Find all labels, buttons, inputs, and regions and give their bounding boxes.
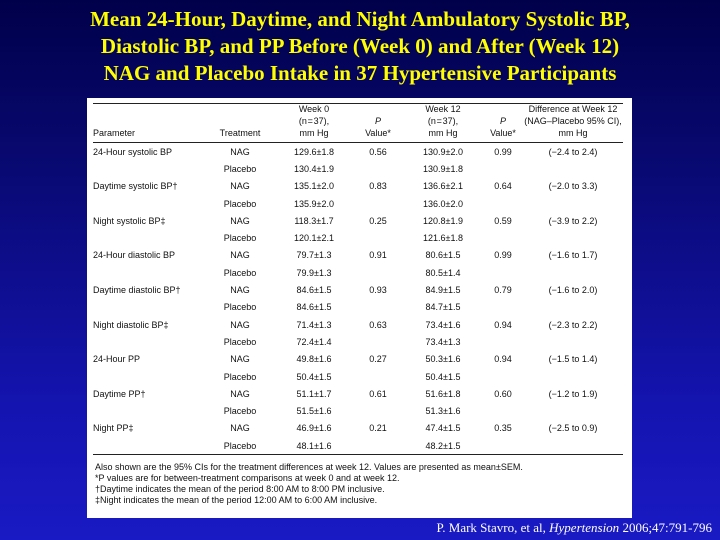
table-row	[93, 299, 623, 316]
table-row	[93, 437, 623, 455]
cell-treatment: NAG	[230, 146, 250, 157]
table-panel	[87, 98, 632, 518]
cell-week12: 130.9±2.0	[423, 146, 463, 157]
cell-p2	[483, 368, 523, 385]
cell-parameter: Daytime diastolic BP†	[93, 285, 181, 296]
results-table	[93, 103, 623, 456]
cell-treatment: Placebo	[223, 336, 257, 347]
cell-diff	[523, 195, 623, 212]
cell-p2: 0.94	[494, 319, 512, 330]
table-footnotes	[95, 462, 623, 506]
footnote: *P values are for between-treatment comparisons at week 0 and at week 12.	[95, 473, 400, 483]
cell-week12: 51.3±1.6	[425, 406, 461, 417]
table-row	[93, 333, 623, 350]
cell-p1	[353, 402, 403, 419]
cell-week12: 80.5±1.4	[425, 267, 461, 278]
table-row	[93, 402, 623, 419]
cell-parameter: Night PP‡	[93, 423, 134, 434]
cell-week12: 130.9±1.8	[423, 163, 463, 174]
cell-parameter: Daytime PP†	[93, 388, 146, 399]
cell-treatment: Placebo	[223, 406, 257, 417]
cell-p2: 0.79	[494, 285, 512, 296]
header-diff-line1: Difference at Week 12	[528, 104, 618, 114]
table-body	[93, 143, 623, 457]
cell-treatment: Placebo	[223, 198, 257, 209]
cell-week12: 73.4±1.6	[425, 319, 461, 330]
footnote: †Daytime indicates the mean of the period 8:00 AM to 8:00 PM inclusive.	[95, 484, 385, 494]
cell-parameter	[93, 437, 205, 455]
cell-diff: (−2.0 to 3.3)	[548, 181, 598, 192]
cell-p1: 0.83	[369, 181, 387, 192]
cell-week0: 51.5±1.6	[296, 406, 332, 417]
header-diff-line2: (NAG–Placebo 95% CI),	[524, 116, 622, 126]
cell-p1: 0.93	[369, 285, 387, 296]
cell-treatment: NAG	[230, 250, 250, 261]
cell-treatment: Placebo	[223, 302, 257, 313]
cell-p2: 0.94	[494, 354, 512, 365]
table-row	[93, 160, 623, 177]
cell-parameter	[93, 333, 205, 350]
cell-p1	[353, 229, 403, 246]
cell-diff	[523, 437, 623, 455]
cell-treatment: Placebo	[223, 163, 257, 174]
cell-week0: 130.4±1.9	[294, 163, 334, 174]
cell-p2	[483, 160, 523, 177]
cell-p2	[483, 195, 523, 212]
cell-week12: 51.6±1.8	[425, 388, 461, 399]
slide-title	[0, 6, 720, 87]
cell-week0: 72.4±1.4	[296, 336, 332, 347]
header-week12-line3: mm Hg	[403, 127, 483, 143]
cell-p1	[353, 195, 403, 212]
cell-week0: 129.6±1.8	[294, 146, 334, 157]
cell-diff	[523, 402, 623, 419]
table-row	[93, 385, 623, 402]
cell-diff: (−1.6 to 2.0)	[548, 285, 598, 296]
cell-parameter: 24-Hour PP	[93, 354, 141, 365]
cell-week12: 73.4±1.3	[425, 336, 461, 347]
cell-p1: 0.91	[369, 250, 387, 261]
cell-treatment: NAG	[230, 215, 250, 226]
table-row	[93, 420, 623, 437]
table-row	[93, 195, 623, 212]
footnote: Also shown are the 95% CIs for the treatment differences at week 12. Values are presented as mean±SEM.	[95, 462, 523, 472]
title-line-1: Mean 24-Hour, Daytime, and Night Ambulatory Systolic BP,	[90, 7, 630, 31]
cell-treatment: Placebo	[223, 267, 257, 278]
cell-week12: 80.6±1.5	[425, 250, 461, 261]
cell-p2: 0.59	[494, 215, 512, 226]
cell-treatment: NAG	[230, 388, 250, 399]
cell-p2	[483, 299, 523, 316]
cell-week0: 135.9±2.0	[294, 198, 334, 209]
header-parameter: Parameter	[93, 127, 205, 143]
cell-p1	[353, 160, 403, 177]
cell-p1: 0.25	[369, 215, 387, 226]
header-diff-line3: mm Hg	[523, 127, 623, 143]
header-p2-line1: P	[499, 116, 506, 126]
header-p1-line2: Value*	[353, 127, 403, 143]
cell-treatment: NAG	[230, 423, 250, 434]
cell-week12: 120.8±1.9	[423, 215, 463, 226]
cell-week12: 48.2±1.5	[425, 440, 461, 451]
cell-parameter	[93, 264, 205, 281]
cell-week12: 50.3±1.6	[425, 354, 461, 365]
header-week12-line2: (n = 37),	[427, 116, 459, 126]
cell-parameter: Night systolic BP‡	[93, 215, 166, 226]
cell-diff	[523, 160, 623, 177]
cell-parameter	[93, 160, 205, 177]
cell-week0: 79.9±1.3	[296, 267, 332, 278]
cell-p2: 0.35	[494, 423, 512, 434]
cell-week0: 50.4±1.5	[296, 371, 332, 382]
citation	[436, 520, 712, 536]
cell-p1: 0.63	[369, 319, 387, 330]
cell-treatment: NAG	[230, 319, 250, 330]
cell-week0: 71.4±1.3	[296, 319, 332, 330]
table-row	[93, 247, 623, 264]
cell-diff	[523, 264, 623, 281]
cell-parameter	[93, 368, 205, 385]
cell-p2: 0.64	[494, 181, 512, 192]
header-week0-line1: Week 0	[298, 104, 330, 114]
table-bottom-rule	[93, 455, 623, 457]
cell-treatment: Placebo	[223, 233, 257, 244]
cell-parameter	[93, 195, 205, 212]
citation-reference: 2006;47:791-796	[619, 520, 712, 535]
cell-diff	[523, 333, 623, 350]
cell-parameter: Night diastolic BP‡	[93, 319, 169, 330]
cell-diff: (−1.5 to 1.4)	[548, 354, 598, 365]
cell-p2	[483, 264, 523, 281]
cell-diff	[523, 229, 623, 246]
table-row	[93, 281, 623, 298]
cell-parameter: 24-Hour systolic BP	[93, 146, 173, 157]
table-row	[93, 351, 623, 368]
cell-diff	[523, 299, 623, 316]
cell-week0: 135.1±2.0	[294, 181, 334, 192]
title-line-2: Diastolic BP, and PP Before (Week 0) and After (Week 12)	[100, 34, 620, 58]
citation-authors: P. Mark Stavro, et al,	[436, 520, 550, 535]
cell-p1: 0.27	[369, 354, 387, 365]
cell-week0: 118.3±1.7	[294, 215, 334, 226]
cell-treatment: Placebo	[223, 371, 257, 382]
table-row	[93, 212, 623, 229]
cell-p1	[353, 299, 403, 316]
cell-p2: 0.99	[494, 146, 512, 157]
cell-parameter	[93, 402, 205, 419]
cell-p2	[483, 333, 523, 350]
cell-week12: 136.6±2.1	[423, 181, 463, 192]
cell-p1	[353, 264, 403, 281]
cell-p2	[483, 437, 523, 455]
cell-week12: 121.6±1.8	[423, 233, 463, 244]
cell-p2	[483, 402, 523, 419]
cell-diff: (−2.3 to 2.2)	[548, 319, 598, 330]
header-treatment: Treatment	[205, 127, 275, 143]
cell-p2: 0.60	[494, 388, 512, 399]
cell-diff: (−1.2 to 1.9)	[548, 388, 598, 399]
cell-p1: 0.56	[369, 146, 387, 157]
cell-parameter	[93, 229, 205, 246]
cell-week0: 120.1±2.1	[294, 233, 334, 244]
cell-week12: 136.0±2.0	[423, 198, 463, 209]
cell-diff: (−3.9 to 2.2)	[548, 215, 598, 226]
cell-week12: 47.4±1.5	[425, 423, 461, 434]
cell-week0: 84.6±1.5	[296, 302, 332, 313]
table-row	[93, 143, 623, 161]
table-row	[93, 316, 623, 333]
cell-treatment: NAG	[230, 354, 250, 365]
cell-p1	[353, 437, 403, 455]
cell-week0: 79.7±1.3	[296, 250, 332, 261]
cell-week0: 51.1±1.7	[296, 388, 332, 399]
table-row	[93, 178, 623, 195]
header-week0-line3: mm Hg	[275, 127, 353, 143]
table-row	[93, 264, 623, 281]
cell-p1	[353, 368, 403, 385]
cell-week12: 50.4±1.5	[425, 371, 461, 382]
cell-p1	[353, 333, 403, 350]
cell-p2	[483, 229, 523, 246]
cell-parameter	[93, 299, 205, 316]
cell-diff	[523, 368, 623, 385]
cell-diff: (−2.5 to 0.9)	[548, 423, 598, 434]
cell-week0: 48.1±1.6	[296, 440, 332, 451]
header-week12-line1: Week 12	[425, 104, 461, 114]
cell-week12: 84.7±1.5	[425, 302, 461, 313]
cell-treatment: Placebo	[223, 440, 257, 451]
cell-treatment: NAG	[230, 285, 250, 296]
cell-parameter: 24-Hour diastolic BP	[93, 250, 176, 261]
cell-parameter: Daytime systolic BP†	[93, 181, 178, 192]
title-line-3: NAG and Placebo Intake in 37 Hypertensive Participants	[103, 61, 617, 85]
cell-diff: (−1.6 to 1.7)	[548, 250, 598, 261]
header-week0-line2: (n = 37),	[298, 116, 330, 126]
header-p2-line2: Value*	[483, 127, 523, 143]
cell-treatment: NAG	[230, 181, 250, 192]
cell-week12: 84.9±1.5	[425, 285, 461, 296]
cell-week0: 46.9±1.6	[296, 423, 332, 434]
header-p1-line1: P	[374, 116, 381, 126]
citation-journal: Hypertension	[549, 520, 620, 535]
cell-p2: 0.99	[494, 250, 512, 261]
table-row	[93, 229, 623, 246]
cell-week0: 49.8±1.6	[296, 354, 332, 365]
cell-week0: 84.6±1.5	[296, 285, 332, 296]
table-row	[93, 368, 623, 385]
cell-p1: 0.61	[369, 388, 387, 399]
footnote: ‡Night indicates the mean of the period 12:00 AM to 6:00 AM inclusive.	[95, 495, 378, 505]
cell-p1: 0.21	[369, 423, 387, 434]
cell-diff: (−2.4 to 2.4)	[548, 146, 598, 157]
